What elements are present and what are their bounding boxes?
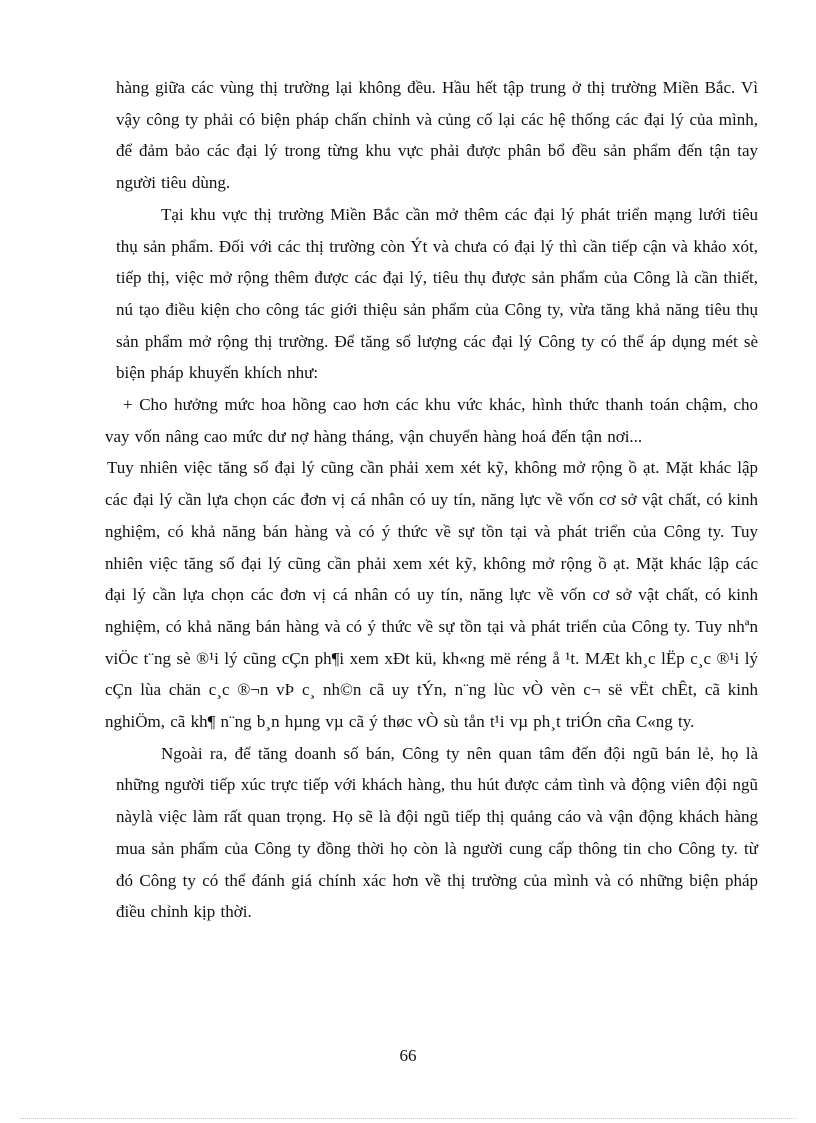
paragraph-3-bullet: + Cho hưởng mức hoa hồng cao hơn các khu vức khác, hình thức thanh toán chậm, cho vay vốn nâng cao mức dư nợ hàng tháng, vận chuyển hàng hoá đến tận nơi...: [105, 395, 758, 446]
paragraph-1: hàng giữa các vùng thị trường lại không đều. Hầu hết tập trung ở thị trường Miền Bắc. Vì vậy công ty phải có biện pháp chấn chỉnh và củng cố lại các hệ thống các đại lý của mình, để đảm bảo các đại lý trong từng khu vực phải được phân bổ đều sản phẩm đến tận tay người tiêu dùng.: [116, 78, 758, 193]
paragraph-4: Tuy nhiên việc tăng số đại lý cũng cần phải xem xét kỹ, không mở rộng ồ ạt. Mặt khác lập các đại lý cần lựa chọn các đơn vị cá nhân có uy tín, năng lực về vốn cơ sở vật chất, có kinh nghiệm, có khả năng bán hàng và có ý thức về sự tồn tại và phát triển của Công ty. Tuy nhiên việc tăng số đại lý cũng cần phải xem xét kỹ, không mở rộng ồ ạt. Mặt khác lập các đại lý cần lựa chọn các đơn vị cá nhân có uy tín, năng lực về vốn cơ sở vật chất, có kinh nghiệm, có khả năng bán hàng và có ý thức về sự tồn tại và phát triển của Công ty. Tuy nhªn viÖc t¨ng sè ®¹i lý cũng cÇn ph¶i xem xÐt kü, kh«ng më réng å ¹t. MÆt kh¸c lËp c¸c ®¹i lý cÇn lùa chän c¸c ®¬n vÞ c¸ nh©n cã uy tÝn, n¨ng lùc vÒ vèn c¬ së vËt chÊt, cã kinh nghiÖm, cã kh¶ n¨ng b¸n hµng vµ cã ý thøc vÒ sù tån t¹i vµ ph¸t triÓn cña C«ng ty.: [105, 458, 758, 732]
paragraph-2: Tại khu vực thị trường Miền Bắc cần mở thêm các đại lý phát triển mạng lưới tiêu thụ sản phẩm. Đối với các thị trường còn Ýt và chưa có đại lý thì cần tiếp cận và khảo xót, tiếp thị, việc mở rộng thêm được các đại lý, tiêu thụ được sản phẩm của Công là cần thiết, nú tạo điều kiện cho công tác giới thiệu sản phẩm của Công ty, vừa tăng khả năng tiêu thụ sản phẩm mở rộng thị trường. Để tăng số lượng các đại lý Công ty có thể áp dụng mét sè biện pháp khuyến khích như:: [116, 204, 758, 383]
page-number: 66: [399, 1046, 417, 1065]
paragraph-5: Ngoài ra, để tăng doanh số bán, Công ty nên quan tâm đến đội ngũ bán lẻ, họ là những người tiếp xúc trực tiếp với khách hàng, thu hút được cảm tình và động viên đội ngũ nàylà việc làm rất quan trọng. Họ sẽ là đội ngũ tiếp thị quảng cáo và vận động khách hàng mua sản phẩm của Công ty đồng thời họ còn là người cung cấp thông tin cho Công ty. từ đó Công ty có thể đánh giá chính xác hơn về thị trường của mình và có những biện pháp điều chỉnh kịp thời.: [116, 743, 758, 922]
body-text: [105, 72, 758, 928]
page-bottom-rule: [20, 1118, 796, 1119]
